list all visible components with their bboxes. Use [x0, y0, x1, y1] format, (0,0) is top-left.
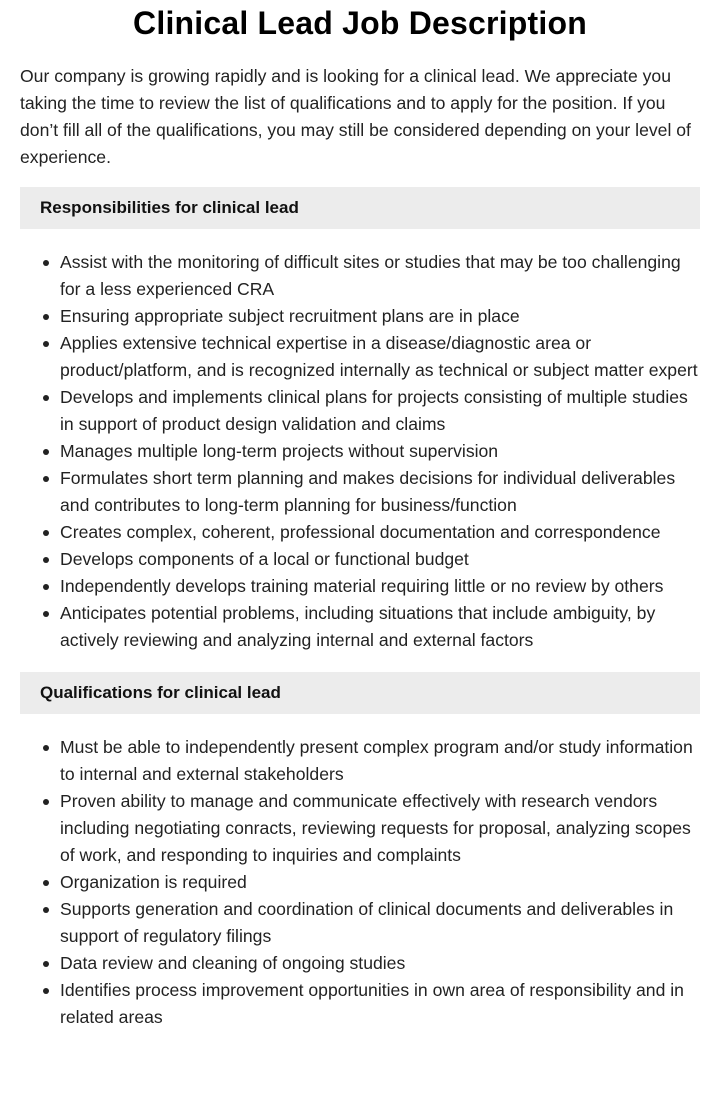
list-item: Proven ability to manage and communicate effectively with research vendors including negotiating conracts, reviewing requests for proposal, analyzing scopes of work, and responding to inquiries and complaints [60, 788, 700, 869]
list-item: Data review and cleaning of ongoing studies [60, 950, 700, 977]
list-item: Formulates short term planning and makes decisions for individual deliverables and contributes to long-term planning for business/function [60, 465, 700, 519]
list-item: Assist with the monitoring of difficult sites or studies that may be too challenging for a less experienced CRA [60, 249, 700, 303]
list-item: Identifies process improvement opportunities in own area of responsibility and in related areas [60, 977, 700, 1031]
list-item: Independently develops training material requiring little or no review by others [60, 573, 700, 600]
list-item: Anticipates potential problems, including situations that include ambiguity, by actively reviewing and analyzing internal and external factors [60, 600, 700, 654]
list-item: Supports generation and coordination of clinical documents and deliverables in support of regulatory filings [60, 896, 700, 950]
list-item: Applies extensive technical expertise in a disease/diagnostic area or product/platform, and is recognized internally as technical or subject matter expert [60, 330, 700, 384]
qualifications-heading: Qualifications for clinical lead [20, 672, 700, 714]
page-title: Clinical Lead Job Description [133, 5, 587, 41]
responsibilities-heading: Responsibilities for clinical lead [20, 187, 700, 229]
qualifications-list [20, 734, 700, 1031]
list-item: Develops and implements clinical plans for projects consisting of multiple studies in support of product design validation and claims [60, 384, 700, 438]
responsibilities-list [20, 249, 700, 654]
list-item: Must be able to independently present complex program and/or study information to internal and external stakeholders [60, 734, 700, 788]
list-item: Organization is required [60, 869, 700, 896]
list-item: Manages multiple long-term projects without supervision [60, 438, 700, 465]
list-item: Develops components of a local or functional budget [60, 546, 700, 573]
list-item: Ensuring appropriate subject recruitment plans are in place [60, 303, 700, 330]
list-item: Creates complex, coherent, professional documentation and correspondence [60, 519, 700, 546]
intro-paragraph: Our company is growing rapidly and is looking for a clinical lead. We appreciate you taking the time to review the list of qualifications and to apply for the position. If you don’t fill all of the qualifications, you may still be considered depending on your level of experience. [20, 66, 691, 167]
